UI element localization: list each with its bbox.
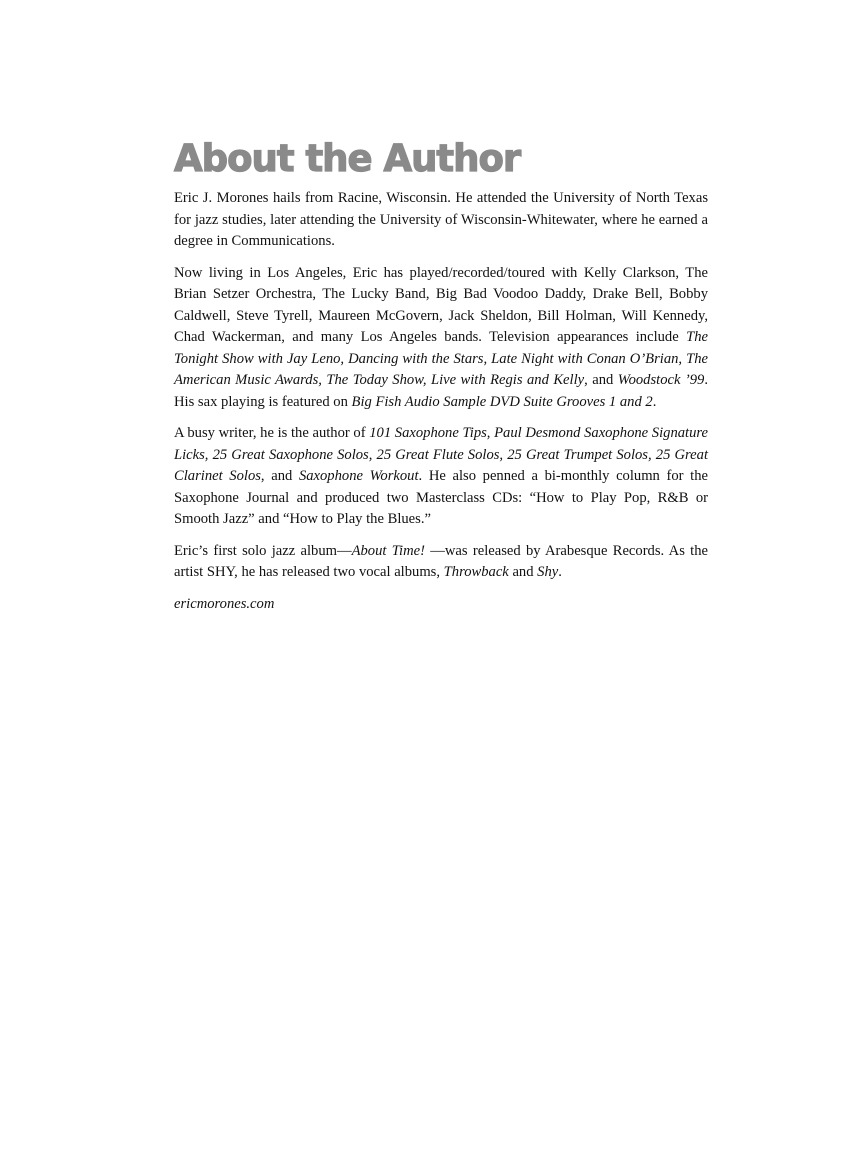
page-content: [174, 136, 708, 615]
career-text-g: .: [652, 393, 657, 410]
paragraph-writing: [174, 423, 708, 531]
career-text-a: Now living in Los Angeles, Eric has played/recorded/toured with Kelly Clarkson, The Brian Setzer Orchestra, The Lucky Band, Big Bad Voodoo Daddy, Drake Bell, Bobby Caldwell, Steve Tyrell, Maureen McGovern, Jack Sheldon, Bill Holman, Will Kennedy, Chad Wackerman, and many Los Angeles bands. Television appearances include: [174, 264, 708, 345]
website-link[interactable]: ericmorones.com: [174, 595, 275, 612]
writing-text-a: A busy writer, he is the author of: [174, 425, 370, 441]
albums-text-e: and: [508, 564, 538, 580]
woodstock-title: Woodstock ’99: [617, 372, 705, 388]
paragraph-background: [174, 188, 708, 253]
career-text-e: . His sax playing is featured on: [174, 372, 709, 410]
paragraph-career: [174, 263, 708, 414]
albums-text-a: Eric’s first solo jazz album—: [174, 542, 352, 559]
writing-text-c: , and: [260, 468, 299, 484]
tv-shows-list: The Tonight Show with Jay Leno, Dancing with the Stars, Late Night with Conan O’Brian, The American Music Awards, The Today Show, Live with Regis and Kelly: [174, 329, 708, 388]
page-title: About the Author: [174, 137, 521, 180]
paragraph-background-text: Eric J. Morones hails from Racine, Wisconsin. He attended the University of North Texas for jazz studies, later attending the University of Wisconsin-Whitewater, where he earned a degree in Communications.: [174, 190, 708, 249]
saxophone-workout-title: Saxophone Workout: [298, 468, 419, 484]
book-titles: 101 Saxophone Tips, Paul Desmond Saxophone Signature Licks, 25 Great Saxophone Solos, 25 Great Flute Solos, 25 Great Trumpet Solos, 25 Great Clarinet Solos: [174, 425, 709, 484]
throwback-title: Throwback: [443, 564, 509, 580]
paragraph-albums: [174, 541, 708, 584]
writing-text-e: . He also penned a bi-monthly column for the Saxophone Journal and produced two Masterclass CDs: “How to Play Pop, R&B or Smooth Jazz” and “How to Play the Blues.”: [174, 468, 708, 527]
albums-text-g: .: [558, 564, 562, 580]
shy-title: Shy: [537, 564, 559, 580]
career-text-c: , and: [584, 372, 618, 388]
about-time-title: About Time!: [351, 542, 425, 559]
albums-text-c: —was released by Arabesque Records. As the artist SHY, he has released two vocal albums,: [174, 542, 708, 580]
sample-dvd-title: Big Fish Audio Sample DVD Suite Grooves 1 and 2: [351, 393, 653, 410]
